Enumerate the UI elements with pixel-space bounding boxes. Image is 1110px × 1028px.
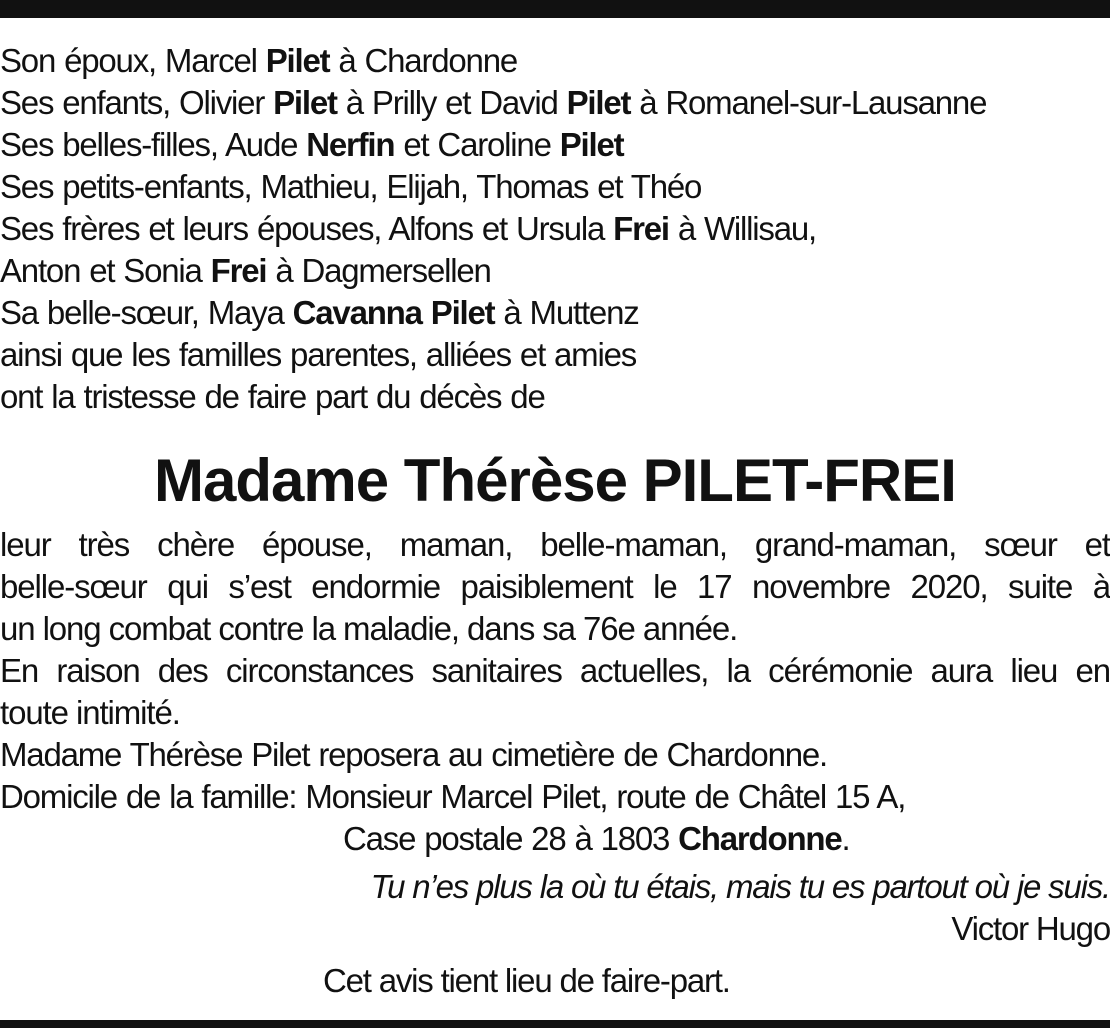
text: ont la tristesse de faire part du décès de [0, 378, 545, 415]
text: Ses belles-filles, Aude [0, 126, 307, 163]
surname: Frei [210, 252, 267, 289]
text: Son époux, Marcel [0, 42, 266, 79]
family-line-brothers-cont [0, 250, 1110, 292]
top-rule [0, 0, 1110, 18]
text: à Romanel-sur-Lausanne [630, 84, 987, 121]
quote-text: Tu n’es plus la où tu étais, mais tu es partout où je suis. [370, 868, 1110, 905]
surname: Frei [613, 210, 669, 247]
text: Case postale 28 à 1803 [343, 820, 679, 857]
family-line-daughters-in-law [0, 124, 1110, 166]
body-line: leur très chère épouse, maman, belle-maman, grand-maman, sœur et [0, 526, 1110, 563]
obituary-notice [0, 40, 1110, 1002]
body-line: En raison des circonstances sanitaires actuelles, la cérémonie aura lieu en [0, 652, 1110, 689]
family-line-children [0, 82, 1110, 124]
text: . [841, 820, 850, 857]
family-address-cont [0, 818, 1110, 860]
body-line: toute intimité. [0, 694, 180, 731]
family-line-sister-in-law [0, 292, 1110, 334]
family-address: Domicile de la famille: Monsieur Marcel Pilet, route de Châtel 15 A, [0, 778, 906, 815]
surname: Pilet [265, 42, 330, 79]
surname: Nerfin [306, 126, 395, 163]
town: Chardonne [678, 820, 842, 857]
burial-info: Madame Thérèse Pilet reposera au cimetière de Chardonne. [0, 736, 828, 773]
family-list [0, 40, 1110, 418]
surname: Pilet [566, 84, 631, 121]
family-line-relatives [0, 334, 1110, 376]
text: et Caroline [394, 126, 560, 163]
text: à Willisau, [668, 210, 816, 247]
notice-text: Cet avis tient lieu de faire-part. [323, 962, 730, 999]
body-paragraph-1 [0, 524, 1110, 650]
text: Ses frères et leurs épouses, Alfons et Ursula [0, 210, 614, 247]
body-line: un long combat contre la maladie, dans sa 76e année. [0, 610, 738, 647]
text: à Dagmersellen [266, 252, 491, 289]
body-paragraph-2 [0, 650, 1110, 734]
surname: Cavanna Pilet [292, 294, 495, 331]
text: Ses petits-enfants, Mathieu, Elijah, Thomas et Théo [0, 168, 702, 205]
family-line-grandchildren [0, 166, 1110, 208]
text: Ses enfants, Olivier [0, 84, 274, 121]
family-line-announcement [0, 376, 1110, 418]
text: Sa belle-sœur, Maya [0, 294, 293, 331]
bottom-rule [0, 1020, 1110, 1028]
text: à Chardonne [329, 42, 518, 79]
surname: Pilet [273, 84, 337, 121]
text: à Prilly et David [336, 84, 567, 121]
text: à Muttenz [494, 294, 639, 331]
text: ainsi que les familles parentes, alliées et amies [0, 336, 637, 373]
surname: Pilet [559, 126, 624, 163]
family-line-spouse [0, 40, 1110, 82]
quote-author: Victor Hugo [951, 910, 1110, 947]
family-line-brothers [0, 208, 1110, 250]
body-line: belle-sœur qui s’est endormie paisiblement le 17 novembre 2020, suite à [0, 568, 1110, 605]
deceased-name: Madame Thérèse PILET-FREI [154, 447, 956, 514]
text: Anton et Sonia [0, 252, 211, 289]
